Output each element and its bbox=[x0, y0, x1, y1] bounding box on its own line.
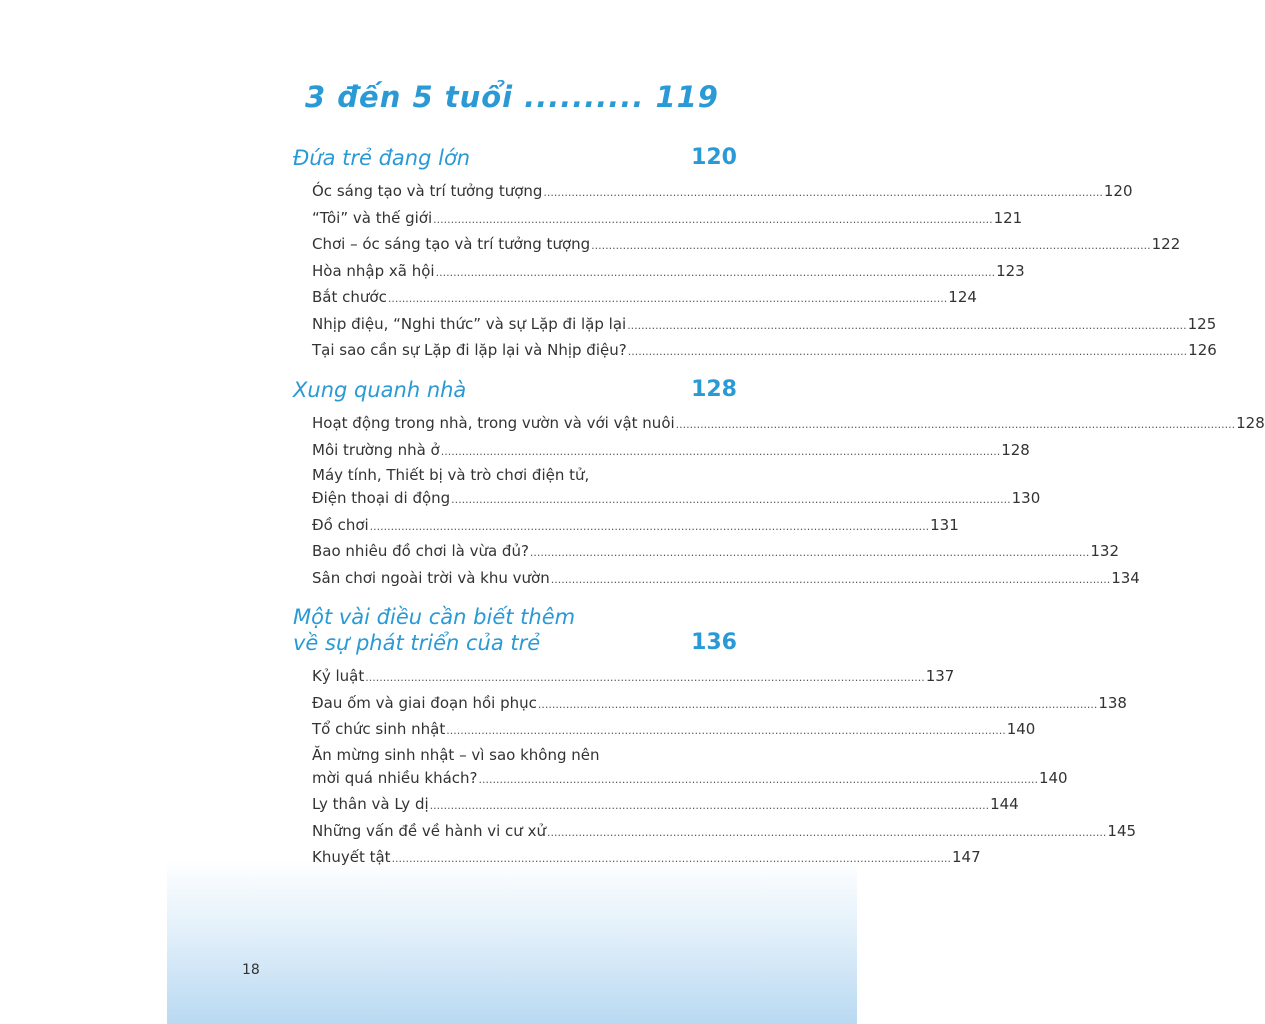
toc-entry[interactable] bbox=[312, 206, 1023, 233]
entry-label: Bao nhiêu đồ chơi là vừa đủ? bbox=[312, 542, 529, 560]
toc-entry[interactable] bbox=[312, 845, 981, 872]
entry-page: 130 bbox=[1011, 489, 1041, 507]
dot-leader bbox=[365, 665, 924, 691]
entry-page: 134 bbox=[1111, 568, 1140, 587]
toc-entry[interactable] bbox=[312, 513, 959, 540]
section-page: 136 bbox=[691, 630, 737, 655]
section-page: 120 bbox=[691, 145, 737, 170]
entry-page: 128 bbox=[1001, 440, 1030, 459]
section-title-line1: Một vài điều cần biết thêm bbox=[293, 605, 576, 629]
toc-entry[interactable] bbox=[312, 259, 1025, 286]
toc-entry[interactable] bbox=[312, 539, 1120, 566]
dot-leader bbox=[388, 286, 947, 312]
entry-label-line1: Máy tính, Thiết bị và trò chơi điện tử, bbox=[312, 466, 590, 484]
entry-page: 122 bbox=[1151, 235, 1181, 253]
toc-entry[interactable] bbox=[312, 691, 1127, 718]
entry-label: Đồ chơi bbox=[312, 515, 369, 534]
toc-entry[interactable] bbox=[312, 179, 1133, 206]
entry-page: 124 bbox=[948, 288, 977, 306]
entry-label: Điện thoại di động bbox=[312, 489, 451, 507]
entry-label: Tổ chức sinh nhật bbox=[312, 720, 446, 738]
toc-entry[interactable] bbox=[312, 744, 1068, 793]
dot-leader bbox=[547, 820, 1106, 846]
dot-leader bbox=[530, 540, 1089, 566]
entry-label: Môi trường nhà ở bbox=[312, 440, 440, 459]
toc-section bbox=[293, 377, 1265, 592]
toc-section bbox=[293, 145, 1217, 365]
dot-leader bbox=[430, 793, 989, 819]
toc-entry[interactable] bbox=[312, 438, 1030, 465]
entry-page: 137 bbox=[925, 667, 955, 685]
entry-label: Những vấn đề về hành vi cư xử bbox=[312, 821, 546, 840]
toc-entry[interactable] bbox=[312, 338, 1217, 365]
dot-leader bbox=[392, 846, 951, 872]
section-heading bbox=[293, 145, 737, 171]
dot-leader bbox=[479, 767, 1038, 793]
entry-page: 147 bbox=[952, 848, 981, 866]
toc-entry[interactable] bbox=[312, 566, 1140, 593]
entry-label: Hòa nhập xã hội bbox=[312, 261, 435, 280]
entry-page: 131 bbox=[930, 515, 959, 534]
dot-leader bbox=[628, 339, 1187, 365]
section-heading bbox=[293, 604, 737, 656]
dot-leader bbox=[370, 514, 929, 540]
dot-leader bbox=[591, 233, 1150, 259]
toc-section bbox=[293, 604, 1137, 872]
entry-label: Ly thân và Ly dị bbox=[312, 795, 429, 813]
entry-page: 128 bbox=[1236, 414, 1265, 432]
section-page: 128 bbox=[691, 377, 737, 402]
entry-page: 140 bbox=[1038, 768, 1068, 787]
entry-page: 140 bbox=[1006, 720, 1036, 738]
toc-entry[interactable] bbox=[312, 285, 977, 312]
toc-entry[interactable] bbox=[312, 312, 1217, 339]
dot-leader bbox=[441, 439, 1000, 465]
entry-page: 145 bbox=[1107, 821, 1137, 840]
dot-leader bbox=[543, 180, 1102, 206]
dot-leader bbox=[433, 207, 992, 233]
toc-entry[interactable] bbox=[312, 411, 1265, 438]
entry-page: 144 bbox=[990, 795, 1019, 813]
entry-label: Khuyết tật bbox=[312, 848, 391, 866]
toc-entry[interactable] bbox=[312, 819, 1137, 846]
entry-page: 121 bbox=[993, 208, 1023, 227]
section-title: về sự phát triển của trẻ bbox=[293, 631, 541, 655]
entry-label-line1: Ăn mừng sinh nhật – vì sao không nên bbox=[312, 745, 600, 764]
entry-page: 132 bbox=[1090, 542, 1120, 560]
entry-label: Sân chơi ngoài trời và khu vườn bbox=[312, 568, 550, 587]
entry-page: 123 bbox=[996, 261, 1025, 280]
toc-entry[interactable] bbox=[312, 792, 1019, 819]
entry-page: 120 bbox=[1103, 182, 1133, 200]
entry-page: 125 bbox=[1187, 314, 1217, 333]
entry-page: 126 bbox=[1188, 341, 1217, 359]
entry-label: Đau ốm và giai đoạn hồi phục bbox=[312, 693, 537, 712]
entry-label: Tại sao cần sự Lặp đi lặp lại và Nhịp điệu? bbox=[312, 341, 627, 359]
entry-label: Chơi – óc sáng tạo và trí tưởng tượng bbox=[312, 235, 591, 253]
dot-leader bbox=[627, 313, 1186, 339]
toc-entry[interactable] bbox=[312, 464, 1041, 513]
dot-leader bbox=[551, 567, 1110, 593]
entry-label: mời quá nhiều khách? bbox=[312, 768, 478, 787]
entry-page: 138 bbox=[1098, 693, 1127, 712]
toc-entry[interactable] bbox=[312, 232, 1181, 259]
dot-leader bbox=[538, 692, 1097, 718]
entry-label: Bắt chước bbox=[312, 288, 387, 306]
section-title: Xung quanh nhà bbox=[293, 378, 467, 402]
section-title: Đứa trẻ đang lớn bbox=[293, 146, 471, 170]
dot-leader bbox=[676, 412, 1235, 438]
entry-label: Nhịp điệu, “Nghi thức” và sự Lặp đi lặp lại bbox=[312, 314, 627, 333]
page-number: 18 bbox=[242, 962, 260, 978]
dot-leader bbox=[436, 260, 995, 286]
entry-label: Hoạt động trong nhà, trong vườn và với vật nuôi bbox=[312, 414, 675, 432]
entry-label: “Tôi” và thế giới bbox=[312, 208, 433, 227]
chapter-title: 3 đến 5 tuổi .......... 119 bbox=[305, 80, 719, 114]
dot-leader bbox=[446, 718, 1005, 744]
dot-leader bbox=[451, 487, 1010, 513]
toc-entry[interactable] bbox=[312, 717, 1036, 744]
entry-label: Óc sáng tạo và trí tưởng tượng bbox=[312, 182, 543, 200]
section-heading bbox=[293, 377, 737, 403]
toc-entry[interactable] bbox=[312, 664, 955, 691]
entry-label: Kỷ luật bbox=[312, 667, 365, 685]
